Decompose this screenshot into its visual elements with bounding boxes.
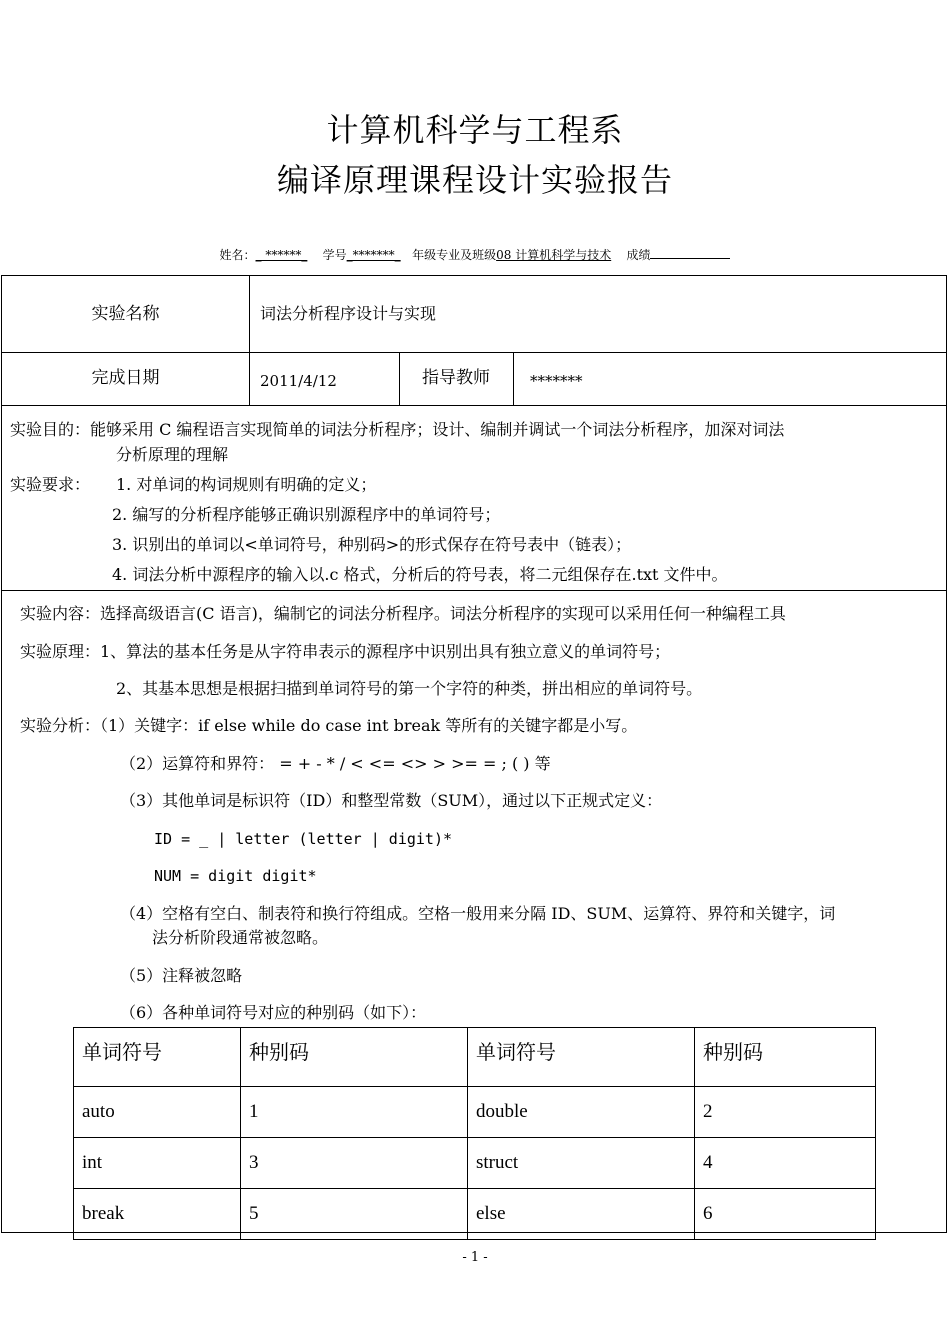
- content-line-2: 实验原理：1、算法的基本任务是从字符串表示的源程序中识别出具有独立意义的单词符号；: [20, 642, 671, 661]
- name-label: 姓名：: [219, 248, 256, 262]
- date-label: 完成日期: [91, 368, 160, 388]
- id-value: _*******_: [346, 248, 401, 262]
- experiment-name-value: 词法分析程序设计与实现: [260, 304, 437, 323]
- content-line-3: 2、其基本思想是根据扫描到单词符号的第一个字符的种类，拼出相应的单词符号。: [116, 679, 703, 698]
- date-teacher-row: [1, 352, 947, 406]
- content-line-8: NUM = digit digit*: [154, 867, 317, 885]
- purpose-line-2: 分析原理的理解: [116, 445, 229, 464]
- purpose-line-1: 实验目的：能够采用 C 编程语言实现简单的词法分析程序；设计、编制并调试一个词法分析程序，加深对词法: [10, 420, 785, 439]
- table-cell: 3: [241, 1138, 468, 1189]
- table-row: [74, 1138, 876, 1189]
- requirement-3: 3. 识别出的单词以<单词符号，种别码>的形式保存在符号表中（链表）；: [112, 535, 632, 554]
- content-line-6: （3）其他单词是标识符（ID）和整型常数（SUM），通过以下正规式定义：: [120, 791, 663, 810]
- token-code-table: [73, 1027, 876, 1240]
- content-line-7: ID = _ | letter (letter | digit)*: [154, 830, 453, 848]
- table-cell: struct: [468, 1138, 695, 1189]
- class-label: 年级专业及班级: [412, 248, 497, 262]
- table-cell: else: [468, 1189, 695, 1240]
- student-info-line: [0, 246, 950, 263]
- requirement-1: 1. 对单词的构词规则有明确的定义；: [116, 475, 377, 494]
- requirements-label: 实验要求：: [10, 475, 91, 494]
- table-cell: 5: [241, 1189, 468, 1240]
- table-cell: double: [468, 1087, 695, 1138]
- content-line-5: （2）运算符和界符： = + - * / < <= <> > >= = ; ( ) 等: [120, 754, 551, 773]
- date-value: 2011/4/12: [260, 372, 337, 390]
- header-cell: 单词符号: [468, 1028, 695, 1087]
- content-line-9: （4）空格有空白、制表符和换行符组成。空格一般用来分隔 ID、SUM、运算符、界符和关键字，词: [120, 904, 836, 923]
- content-line-4: 实验分析：（1）关键字：if else while do case int break 等所有的关键字都是小写。: [20, 716, 638, 735]
- header-cell: 种别码: [241, 1028, 468, 1087]
- experiment-name-label: 实验名称: [91, 304, 160, 324]
- teacher-label: 指导教师: [422, 368, 490, 388]
- table-cell: 4: [695, 1138, 876, 1189]
- table-cell: break: [74, 1189, 241, 1240]
- content-line-10: 法分析阶段通常被忽略。: [152, 928, 329, 947]
- name-value: _ ******_: [255, 248, 308, 262]
- score-label: 成绩: [626, 248, 651, 262]
- table-cell: int: [74, 1138, 241, 1189]
- header-cell: 种别码: [695, 1028, 876, 1087]
- requirement-4: 4. 词法分析中源程序的输入以.c 格式，分析后的符号表，将二元组保存在.txt 文件中。: [112, 565, 728, 584]
- header-cell: 单词符号: [74, 1028, 241, 1087]
- table-header-row: [74, 1028, 876, 1087]
- content-line-11: （5）注释被忽略: [120, 966, 243, 985]
- id-label: 学号: [322, 248, 347, 262]
- purpose-section: [1, 405, 947, 591]
- table-cell: auto: [74, 1087, 241, 1138]
- report-title: 编译原理课程设计实验报告: [276, 161, 673, 199]
- table-cell: 1: [241, 1087, 468, 1138]
- table-row: [74, 1189, 876, 1240]
- content-line-1: 实验内容：选择高级语言(C 语言)，编制它的词法分析程序。词法分析程序的实现可以采用任何一种编程工具: [20, 604, 786, 623]
- table-cell: 6: [695, 1189, 876, 1240]
- class-value: 08 计算机科学与技术: [496, 248, 612, 262]
- teacher-value: *******: [530, 372, 583, 390]
- score-value: [650, 258, 730, 259]
- experiment-name-row: [1, 275, 947, 353]
- page-number: - 1 -: [462, 1250, 488, 1265]
- table-cell: 2: [695, 1087, 876, 1138]
- table-row: [74, 1087, 876, 1138]
- requirement-2: 2. 编写的分析程序能够正确识别源程序中的单词符号；: [112, 505, 501, 524]
- content-line-12: （6）各种单词符号对应的种别码（如下）：: [120, 1003, 427, 1022]
- department-title: 计算机科学与工程系: [326, 111, 624, 149]
